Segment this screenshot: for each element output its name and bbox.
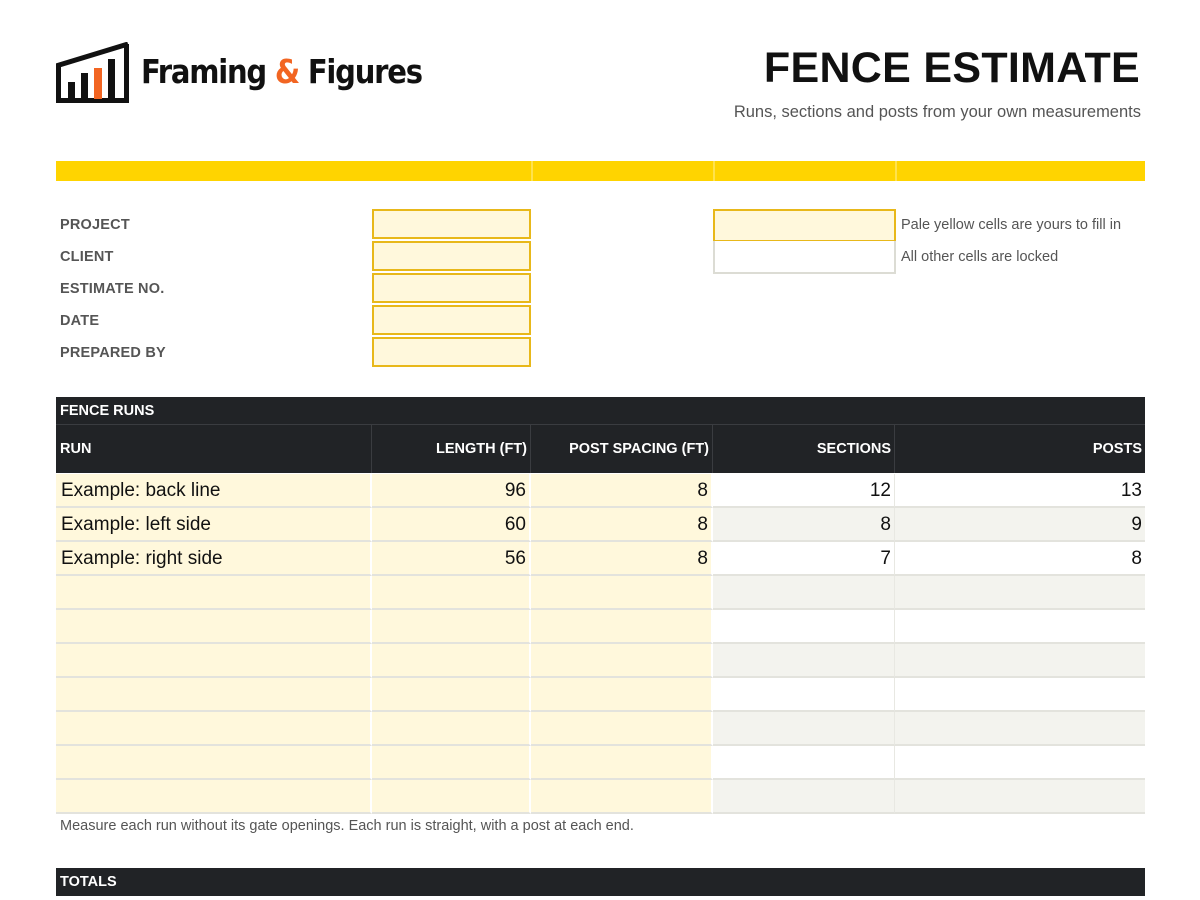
brand-name-part2: Figures bbox=[307, 52, 422, 91]
sections-cell: 12 bbox=[713, 474, 895, 508]
length-cell[interactable]: 60 bbox=[372, 508, 531, 542]
sections-cell bbox=[713, 576, 895, 610]
sections-cell bbox=[713, 610, 895, 644]
post-spacing-cell[interactable]: 8 bbox=[531, 474, 713, 508]
client-input[interactable] bbox=[372, 241, 531, 271]
posts-cell bbox=[895, 780, 1145, 814]
legend-input-swatch bbox=[713, 209, 896, 242]
date-input[interactable] bbox=[372, 305, 531, 335]
run-name-cell[interactable] bbox=[56, 678, 372, 712]
estimate-number-label: ESTIMATE NO. bbox=[60, 281, 165, 297]
accent-band-divider bbox=[895, 161, 897, 181]
column-header-length: LENGTH (FT) bbox=[372, 425, 531, 473]
bar-chart-house-icon bbox=[56, 42, 130, 104]
length-cell[interactable] bbox=[372, 644, 531, 678]
column-header-post-spacing: POST SPACING (FT) bbox=[531, 425, 713, 473]
posts-cell: 9 bbox=[895, 508, 1145, 542]
sections-cell: 7 bbox=[713, 542, 895, 576]
run-name-cell[interactable] bbox=[56, 746, 372, 780]
fence-runs-section-title: FENCE RUNS bbox=[56, 397, 1145, 425]
legend-locked-swatch bbox=[713, 241, 896, 274]
client-label: CLIENT bbox=[60, 249, 114, 265]
length-cell[interactable] bbox=[372, 576, 531, 610]
post-spacing-cell[interactable]: 8 bbox=[531, 508, 713, 542]
column-header-run: RUN bbox=[56, 425, 372, 473]
posts-cell bbox=[895, 610, 1145, 644]
column-header-posts: POSTS bbox=[895, 425, 1145, 473]
brand-ampersand: & bbox=[274, 52, 299, 91]
post-spacing-cell[interactable] bbox=[531, 780, 713, 814]
sections-cell bbox=[713, 712, 895, 746]
length-cell[interactable] bbox=[372, 712, 531, 746]
posts-cell bbox=[895, 644, 1145, 678]
post-spacing-cell[interactable]: 8 bbox=[531, 542, 713, 576]
run-name-cell[interactable] bbox=[56, 610, 372, 644]
sections-cell: 8 bbox=[713, 508, 895, 542]
length-cell[interactable] bbox=[372, 780, 531, 814]
posts-cell bbox=[895, 678, 1145, 712]
accent-band bbox=[56, 161, 1145, 181]
page-subtitle: Runs, sections and posts from your own measurements bbox=[733, 103, 1141, 121]
run-name-cell[interactable]: Example: left side bbox=[56, 508, 372, 542]
posts-cell bbox=[895, 746, 1145, 780]
post-spacing-cell[interactable] bbox=[531, 678, 713, 712]
estimate-number-input[interactable] bbox=[372, 273, 531, 303]
post-spacing-cell[interactable] bbox=[531, 746, 713, 780]
sections-cell bbox=[713, 644, 895, 678]
length-cell[interactable]: 56 bbox=[372, 542, 531, 576]
run-name-cell[interactable] bbox=[56, 780, 372, 814]
length-cell[interactable] bbox=[372, 746, 531, 780]
project-label: PROJECT bbox=[60, 217, 130, 233]
column-header-sections: SECTIONS bbox=[713, 425, 895, 473]
accent-band-divider bbox=[713, 161, 715, 181]
run-name-cell[interactable] bbox=[56, 644, 372, 678]
totals-section-title: TOTALS bbox=[56, 868, 1145, 896]
legend-locked-text: All other cells are locked bbox=[901, 249, 1059, 265]
posts-cell: 8 bbox=[895, 542, 1145, 576]
prepared-by-label: PREPARED BY bbox=[60, 345, 166, 361]
run-name-cell[interactable] bbox=[56, 576, 372, 610]
prepared-by-input[interactable] bbox=[372, 337, 531, 367]
sections-cell bbox=[713, 678, 895, 712]
posts-cell: 13 bbox=[895, 474, 1145, 508]
post-spacing-cell[interactable] bbox=[531, 644, 713, 678]
post-spacing-cell[interactable] bbox=[531, 712, 713, 746]
brand-name-part1: Framing bbox=[141, 52, 266, 91]
brand-name bbox=[141, 52, 422, 91]
posts-cell bbox=[895, 712, 1145, 746]
accent-band-divider bbox=[531, 161, 533, 181]
post-spacing-cell[interactable] bbox=[531, 610, 713, 644]
fence-runs-note: Measure each run without its gate openings. Each run is straight, with a post at each end. bbox=[60, 818, 634, 834]
sections-cell bbox=[713, 780, 895, 814]
project-input[interactable] bbox=[372, 209, 531, 239]
run-name-cell[interactable]: Example: right side bbox=[56, 542, 372, 576]
sections-cell bbox=[713, 746, 895, 780]
run-name-cell[interactable] bbox=[56, 712, 372, 746]
post-spacing-cell[interactable] bbox=[531, 576, 713, 610]
run-name-cell[interactable]: Example: back line bbox=[56, 474, 372, 508]
length-cell[interactable] bbox=[372, 678, 531, 712]
length-cell[interactable]: 96 bbox=[372, 474, 531, 508]
legend-input-text: Pale yellow cells are yours to fill in bbox=[901, 217, 1122, 233]
page-title: FENCE ESTIMATE bbox=[763, 44, 1140, 92]
date-label: DATE bbox=[60, 313, 100, 329]
length-cell[interactable] bbox=[372, 610, 531, 644]
posts-cell bbox=[895, 576, 1145, 610]
